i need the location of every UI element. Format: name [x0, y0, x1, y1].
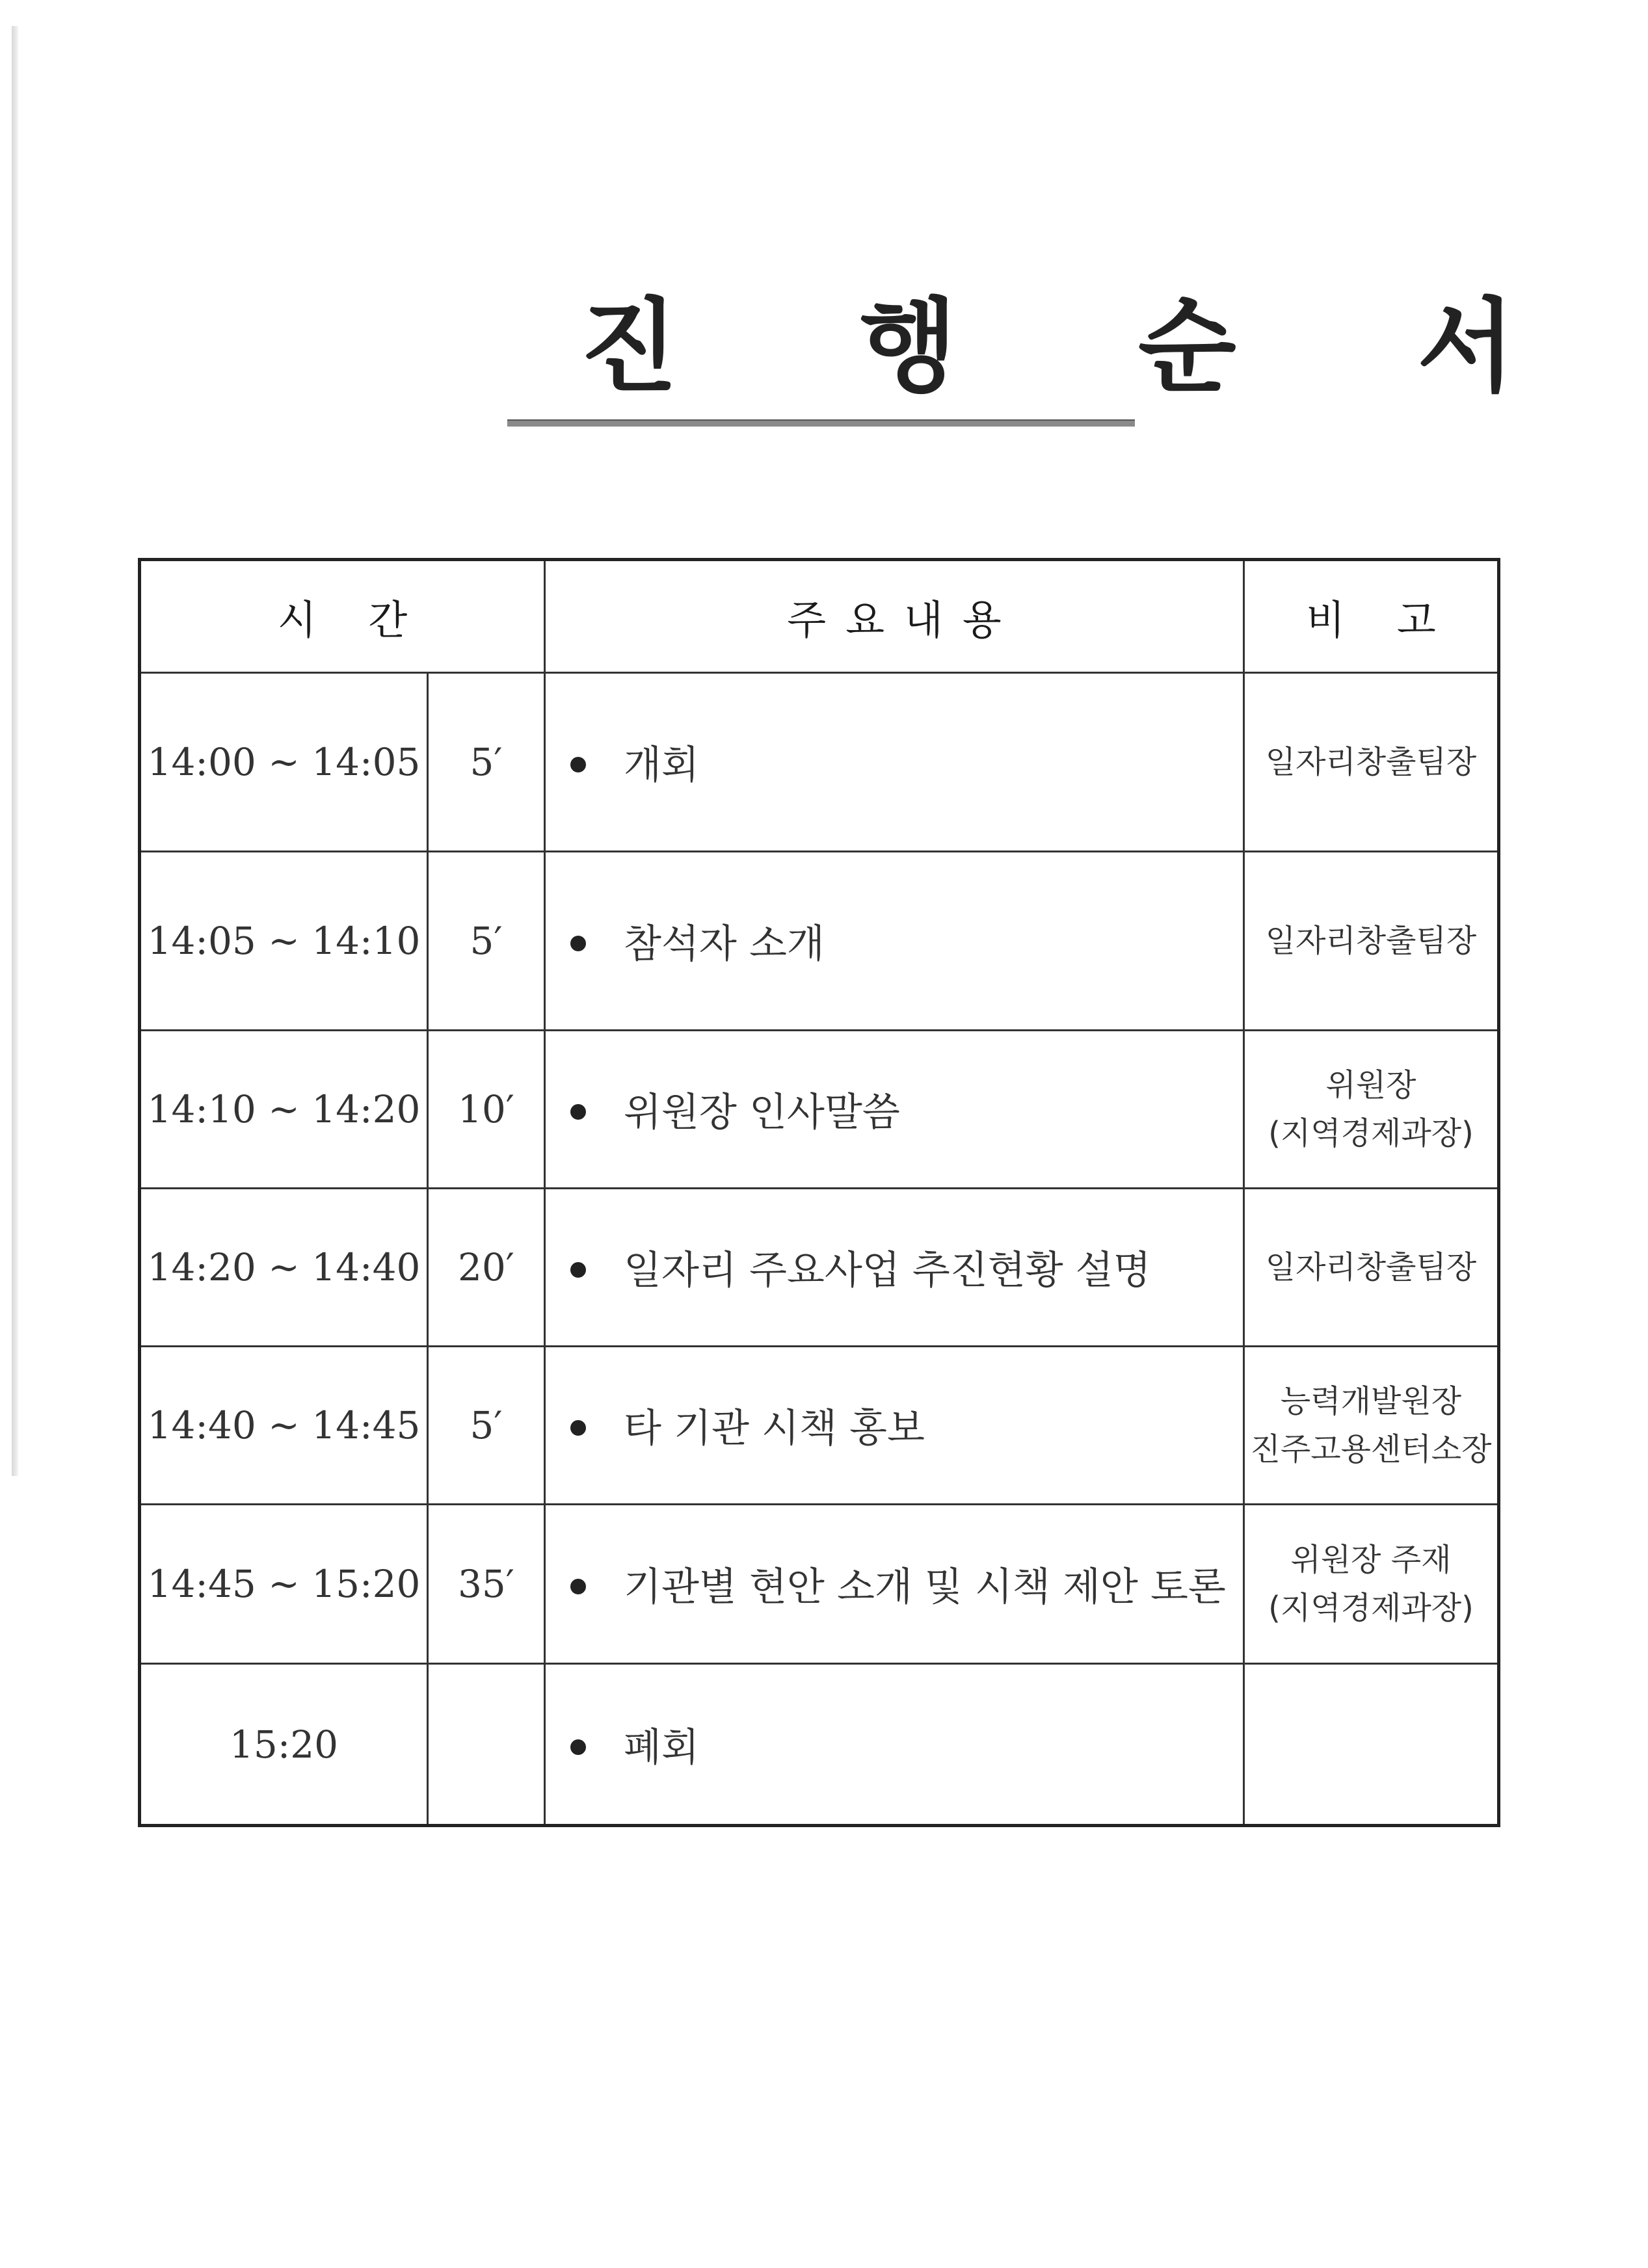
time-cell: 14:20 ~ 14:40	[140, 1189, 428, 1347]
note-cell	[1244, 1347, 1499, 1505]
schedule-table	[138, 558, 1500, 1827]
header-time: 시 간	[140, 560, 545, 673]
note-line: 진주고용센터소장	[1250, 1431, 1492, 1468]
duration-cell: 5′	[428, 1347, 545, 1505]
table-row	[140, 1031, 1499, 1189]
note-line: (지역경제과장)	[1268, 1115, 1474, 1152]
note-line: 일자리창출팀장	[1265, 922, 1477, 959]
note-line: 일자리창출팀장	[1265, 1248, 1477, 1286]
bullet-icon	[570, 1739, 586, 1755]
table-row	[140, 673, 1499, 852]
note-cell	[1244, 1664, 1499, 1826]
bullet-icon	[570, 1262, 586, 1278]
duration-cell: 5′	[428, 673, 545, 852]
table-row	[140, 1189, 1499, 1347]
content-text: 기관별 현안 소개 및 시책 제안 토론	[624, 1564, 1226, 1610]
note-cell	[1244, 1505, 1499, 1664]
note-line: 일자리창출팀장	[1265, 743, 1477, 780]
content-cell	[545, 1505, 1244, 1664]
note-line: (지역경제과장)	[1268, 1590, 1474, 1626]
note-cell	[1244, 1031, 1499, 1189]
duration-cell: 5′	[428, 852, 545, 1031]
header-content: 주요내용	[545, 560, 1244, 673]
time-cell: 14:05 ~ 14:10	[140, 852, 428, 1031]
bullet-icon	[570, 757, 586, 772]
duration-cell: 20′	[428, 1189, 545, 1347]
note-cell	[1244, 1189, 1499, 1347]
title-underline	[507, 419, 1135, 427]
note-line: 위원장	[1325, 1066, 1416, 1103]
content-text: 폐회	[624, 1724, 699, 1771]
bullet-icon	[570, 1579, 586, 1594]
note-cell	[1244, 852, 1499, 1031]
content-cell	[545, 673, 1244, 852]
page-title-wrap	[507, 287, 1588, 406]
table-header-row	[140, 560, 1499, 673]
time-cell: 14:40 ~ 14:45	[140, 1347, 428, 1505]
content-cell	[545, 1189, 1244, 1347]
note-line: 능력개발원장	[1280, 1382, 1462, 1419]
table-row	[140, 852, 1499, 1031]
content-text: 타 기관 시책 홍보	[624, 1406, 925, 1451]
bullet-icon	[570, 1420, 586, 1436]
note-cell	[1244, 673, 1499, 852]
table-row	[140, 1505, 1499, 1664]
content-cell	[545, 1664, 1244, 1826]
time-cell: 15:20	[140, 1664, 428, 1826]
content-text: 개회	[624, 743, 699, 788]
content-cell	[545, 852, 1244, 1031]
note-line: 위원장 주재	[1290, 1541, 1452, 1578]
content-cell	[545, 1031, 1244, 1189]
bullet-icon	[570, 936, 586, 951]
header-note: 비 고	[1244, 560, 1499, 673]
time-cell: 14:45 ~ 15:20	[140, 1505, 428, 1664]
content-text: 참석자 소개	[624, 921, 825, 967]
page-title: 진 행 순 서	[580, 287, 1588, 406]
time-cell: 14:10 ~ 14:20	[140, 1031, 428, 1189]
scan-edge-shadow	[12, 26, 18, 1476]
time-cell: 14:00 ~ 14:05	[140, 673, 428, 852]
table-row	[140, 1664, 1499, 1826]
table-row	[140, 1347, 1499, 1505]
content-cell	[545, 1347, 1244, 1505]
duration-cell: 10′	[428, 1031, 545, 1189]
duration-cell: 35′	[428, 1505, 545, 1664]
bullet-icon	[570, 1104, 586, 1120]
duration-cell	[428, 1664, 545, 1826]
content-text: 일자리 주요사업 추진현황 설명	[624, 1248, 1151, 1293]
content-text: 위원장 인사말씀	[624, 1090, 900, 1135]
